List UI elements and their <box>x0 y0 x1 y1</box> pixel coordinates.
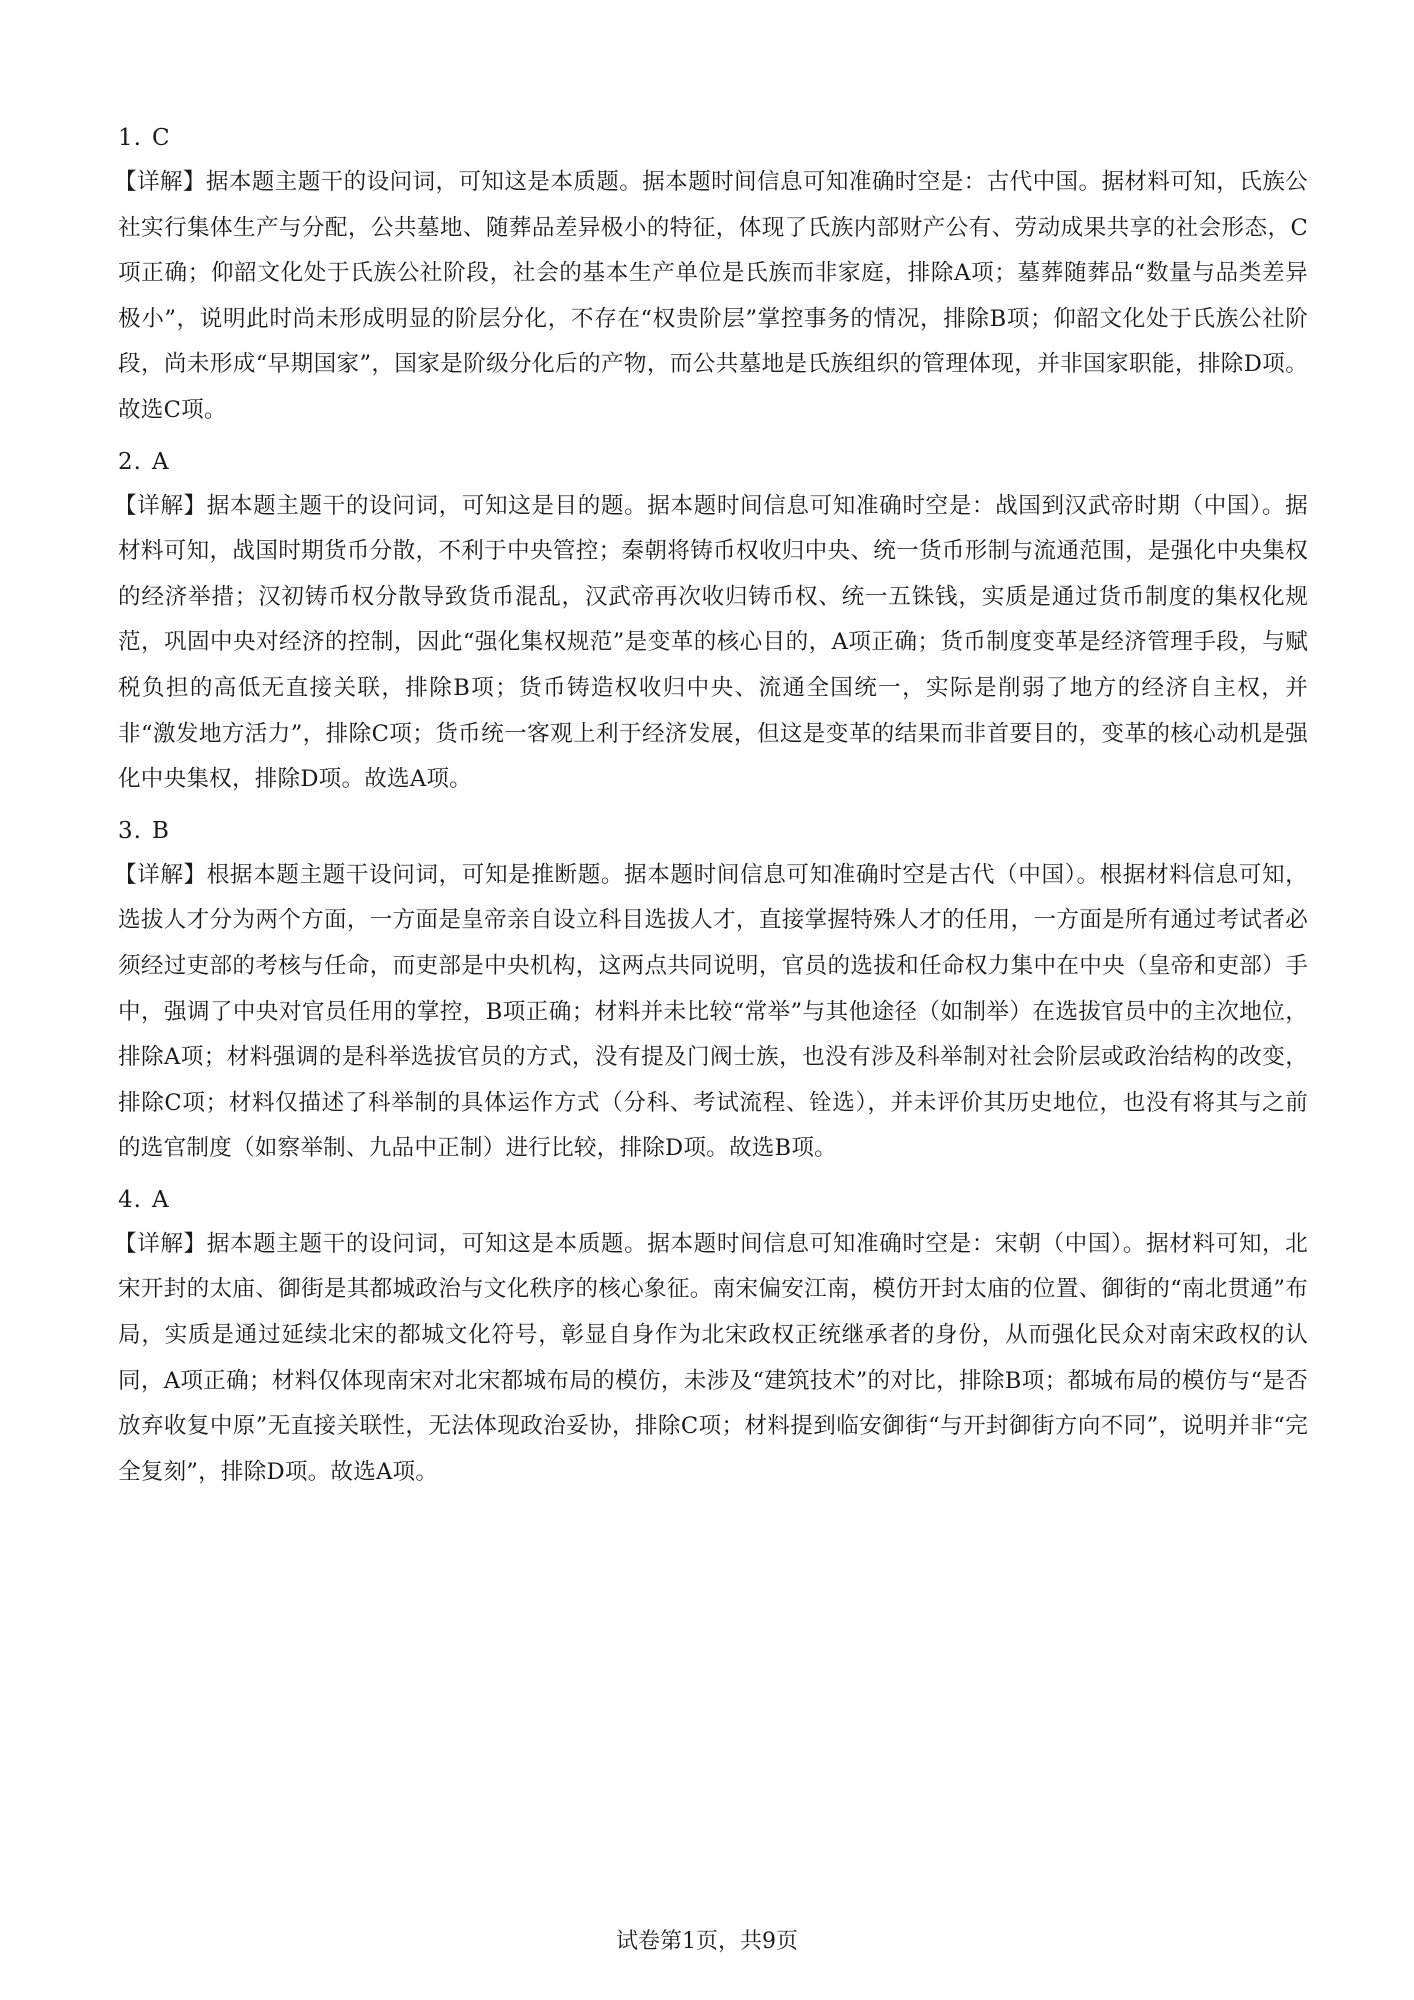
page-footer <box>0 1927 1414 1957</box>
question-1-explanation <box>114 160 1308 434</box>
question-4-header <box>118 1180 1308 1220</box>
question-2-header <box>118 442 1308 482</box>
question-4-text: 据本题主题干的设问词，可知这是本质题。据本题时间信息可知准确时空是：宋朝（中国）。据材料可知，北宋开封的太庙、御街是其都城政治与文化秩序的核心象征。南宋偏安江南，模仿开封太庙的位置、御街的“南北贯通”布局，实质是通过延续北宋的都城文化符号，彰显自身作为北宋政权正统继承者的身份，从而强化民众对南宋政权的认同，A项正确；材料仅体现南宋对北宋都城布局的模仿，未涉及“建筑技术”的对比，排除B项；都城布局的模仿与“是否放弃收复中原”无直接关联性，无法体现政治妥协，排除C项；材料提到临安御街“与开封御街方向不同”，说明并非“完全复刻”，排除D项。故选A项。 <box>118 1230 1308 1485</box>
question-1-header <box>118 118 1308 158</box>
question-4-explanation <box>114 1222 1308 1496</box>
question-2-explanation <box>114 484 1308 803</box>
question-2-tag: 【详解】 <box>114 492 207 519</box>
question-4-tag: 【详解】 <box>114 1230 207 1257</box>
question-4 <box>114 1180 1308 1496</box>
question-2-text: 据本题主题干的设问词，可知这是目的题。据本题时间信息可知准确时空是：战国到汉武帝时期（中国）。据材料可知，战国时期货币分散，不利于中央管控；秦朝将铸币权收归中央、统一货币形制与流通范围，是强化中央集权的经济举措；汉初铸币权分散导致货币混乱，汉武帝再次收归铸币权、统一五铢钱，实质是通过货币制度的集权化规范，巩固中央对经济的控制，因此“强化集权规范”是变革的核心目的，A项正确；货币制度变革是经济管理手段，与赋税负担的高低无直接关联，排除B项；货币铸造权收归中央、流通全国统一，实际是削弱了地方的经济自主权，并非“激发地方活力”，排除C项；货币统一客观上利于经济发展，但这是变革的结果而非首要目的，变革的核心动机是强化中央集权，排除D项。故选A项。 <box>118 492 1308 793</box>
question-1 <box>114 118 1308 434</box>
question-3-text: 根据本题主题干设问词，可知是推断题。据本题时间信息可知准确时空是古代（中国）。根据材料信息可知，选拔人才分为两个方面，一方面是皇帝亲自设立科目选拔人才，直接掌握特殊人才的任用，一方面是所有通过考试者必须经过吏部的考核与任命，而吏部是中央机构，这两点共同说明，官员的选拔和任命权力集中在中央（皇帝和吏部）手中，强调了中央对官员任用的掌控，B项正确；材料并未比较“常举”与其他途径（如制举）在选拔官员中的主次地位，排除A项；材料强调的是科举选拔官员的方式，没有提及门阀士族，也没有涉及科举制对社会阶层或政治结构的改变，排除C项；材料仅描述了科举制的具体运作方式（分科、考试流程、铨选），并未评价其历史地位，也没有将其与之前的选官制度（如察举制、九品中正制）进行比较，排除D项。故选B项。 <box>118 861 1308 1162</box>
question-3-header <box>118 811 1308 851</box>
question-4-number: 4. <box>118 1186 142 1213</box>
question-2-answer: A <box>151 448 170 475</box>
question-3-tag: 【详解】 <box>114 861 207 888</box>
question-2-number: 2. <box>118 448 142 475</box>
question-3-explanation <box>114 853 1308 1172</box>
page-number-label: 试卷第1页，共9页 <box>616 1929 798 1954</box>
question-4-answer: A <box>151 1186 170 1213</box>
answer-content <box>114 118 1308 1503</box>
question-1-number: 1. <box>118 125 142 151</box>
question-2 <box>114 442 1308 803</box>
question-1-tag: 【详解】 <box>114 169 206 195</box>
question-1-answer: C <box>151 125 171 151</box>
question-3-answer: B <box>151 817 170 844</box>
question-3-number: 3. <box>118 817 142 844</box>
question-3 <box>114 811 1308 1172</box>
question-1-text: 据本题主题干的设问词，可知这是本质题。据本题时间信息可知准确时空是：古代中国。据材料可知，氏族公社实行集体生产与分配，公共墓地、随葬品差异极小的特征，体现了氏族内部财产公有、劳动成果共享的社会形态，C项正确；仰韶文化处于氏族公社阶段，社会的基本生产单位是氏族而非家庭，排除A项；墓葬随葬品“数量与品类差异极小”，说明此时尚未形成明显的阶层分化，不存在“权贵阶层”掌控事务的情况，排除B项；仰韶文化处于氏族公社阶段，尚未形成“早期国家”，国家是阶级分化后的产物，而公共墓地是氏族组织的管理体现，并非国家职能，排除D项。故选C项。 <box>118 169 1308 423</box>
